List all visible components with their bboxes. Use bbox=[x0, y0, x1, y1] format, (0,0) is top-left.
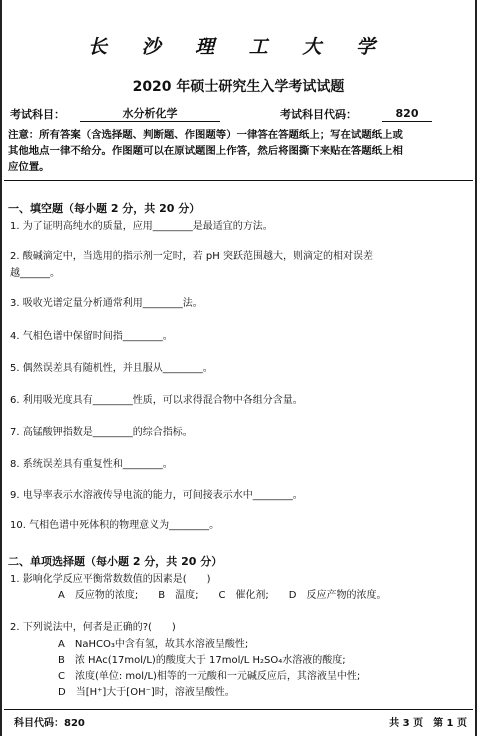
scan-edge-left bbox=[0, 0, 2, 736]
question-1: 1. 为了证明高纯水的质量，应用________是最适宜的方法。 bbox=[10, 221, 273, 232]
footer-divider bbox=[4, 709, 473, 710]
subject-label: 考试科目： bbox=[10, 108, 65, 121]
choice-question-1-options: A 反应物的浓度; B 温度; C 催化剂; D 反应产物的浓度。 bbox=[58, 590, 387, 601]
notice-block bbox=[8, 127, 466, 175]
exam-title: 2020 年硕士研究生入学考试试题 bbox=[132, 79, 345, 95]
question-2: 2. 酸碱滴定中，当选用的指示剂一定时，若 pH 突跃范围越大，则滴定的相对误差 bbox=[10, 251, 373, 262]
choice-option-b: B 浓 HAc(17mol/L)的酸度大于 17mol/L H₂SO₄水溶液的酸度; bbox=[58, 655, 346, 666]
question-10: 10. 气相色谱中死体积的物理意义为________。 bbox=[10, 520, 220, 531]
subject-row bbox=[10, 106, 470, 124]
code-label: 考试科目代码： bbox=[280, 108, 357, 121]
notice-line: 其他地点一律不给分。作图题可以在原试题图上作答，然后将图撕下来贴在答题纸上相 bbox=[8, 145, 403, 157]
footer-page-number: 共 3 页 第 1 页 bbox=[389, 718, 467, 729]
code-value: 820 bbox=[382, 106, 432, 122]
divider bbox=[4, 180, 473, 181]
section2-title: 二、单项选择题（每小题 2 分，共 20 分） bbox=[8, 555, 223, 568]
question-5: 5. 偶然误差具有随机性，并且服从________。 bbox=[10, 363, 213, 374]
choice-option-d: D 当[H⁺]大于[OH⁻]时，溶液呈酸性。 bbox=[58, 687, 235, 698]
university-name: 长 沙 理 工 大 学 bbox=[87, 36, 390, 58]
question-6: 6. 利用吸光度具有________性质，可以求得混合物中各组分含量。 bbox=[10, 395, 303, 406]
question-8: 8. 系统误差具有重复性和________。 bbox=[10, 459, 173, 470]
notice-line: 应位置。 bbox=[8, 161, 50, 173]
choice-question-2: 2. 下列说法中，何者是正确的?( ) bbox=[10, 622, 176, 633]
choice-option-a: A NaHCO₃中含有氢，故其水溶液呈酸性; bbox=[58, 639, 249, 650]
footer-subject-code: 科目代码：820 bbox=[14, 718, 85, 729]
section1-title: 一、填空题（每小题 2 分，共 20 分） bbox=[8, 202, 201, 215]
choice-option-c: C 浓度(单位: mol/L)相等的一元酸和一元碱反应后，其溶液呈中性; bbox=[58, 671, 361, 682]
question-3: 3. 吸收光谱定量分析通常利用________法。 bbox=[10, 298, 203, 309]
question-2-cont: 越______。 bbox=[10, 268, 60, 279]
question-7: 7. 高锰酸钾指数是________的综合指标。 bbox=[10, 427, 193, 438]
question-9: 9. 电导率表示水溶液传导电流的能力，可间接表示水中________。 bbox=[10, 490, 303, 501]
question-4: 4. 气相色谱中保留时间指________。 bbox=[10, 331, 173, 342]
subject-value: 水分析化学 bbox=[80, 106, 220, 122]
notice-line: 注意：所有答案（含选择题、判断题、作图题等）一律答在答题纸上；写在试题纸上或 bbox=[8, 129, 403, 141]
choice-question-1: 1. 影响化学反应平衡常数数值的因素是( ) bbox=[10, 574, 211, 585]
